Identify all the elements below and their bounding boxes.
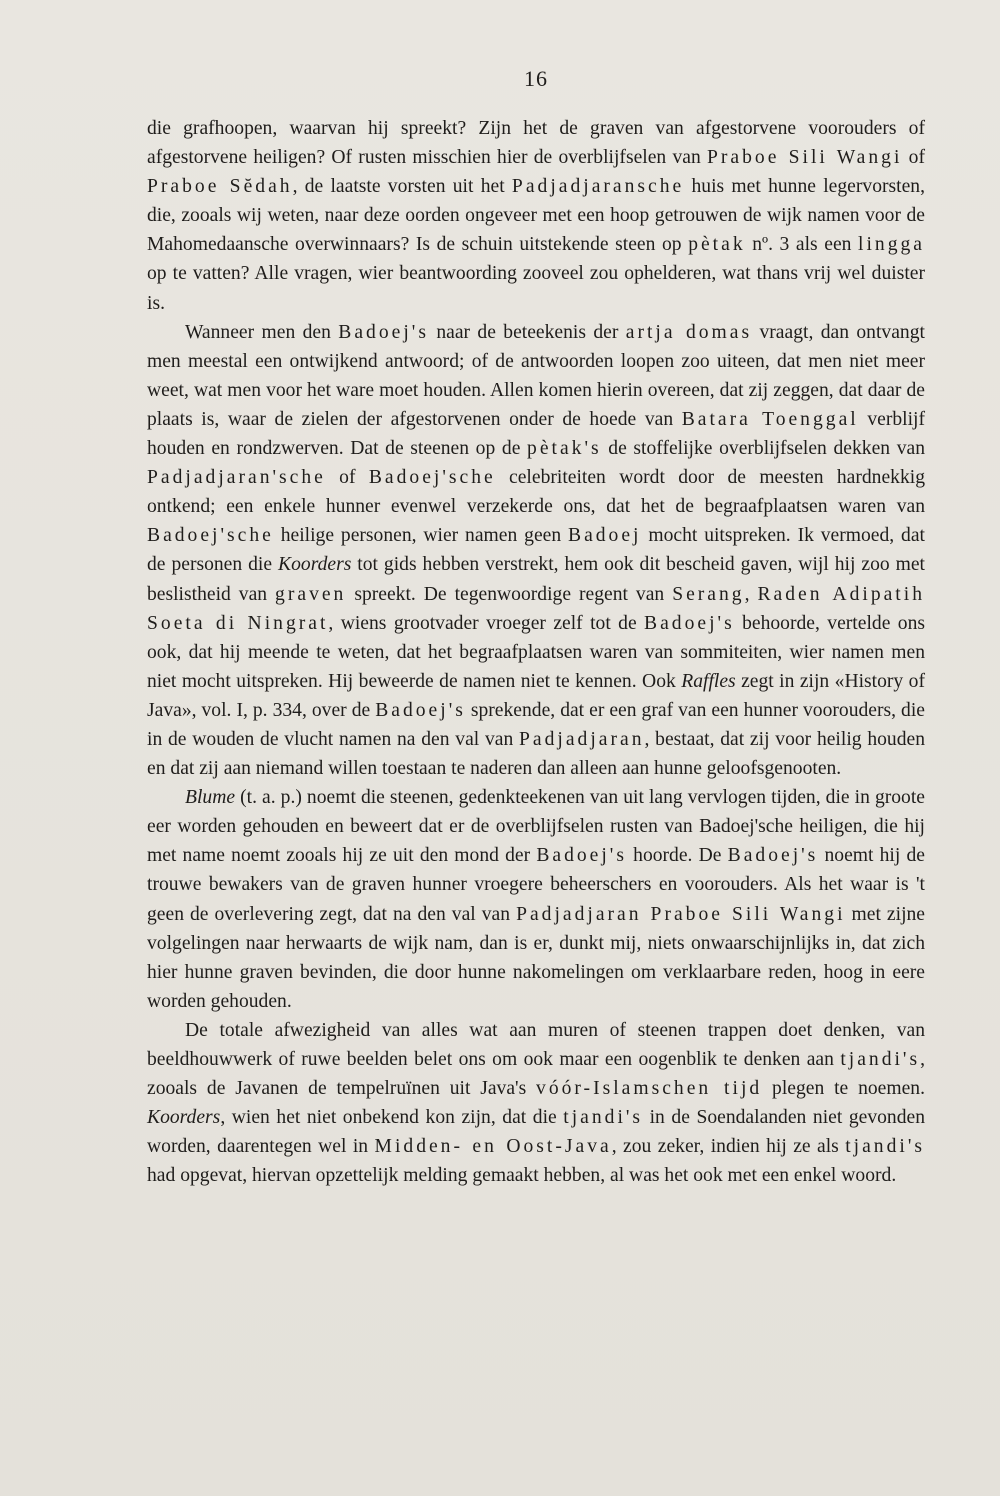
spaced-term: tjandi's [845,1136,925,1158]
spaced-term: Badoej'sche [147,525,274,547]
spaced-term: tjandi's [563,1107,644,1129]
text-run: had opgevat, hiervan opzettelijk melding gemaakt hebben, al was het ook met een enkel woord. [147,1165,897,1187]
text-run: op te vatten? Alle vragen, wier beantwoording zooveel zou ophelderen, wat thans vrij wel duister is. [147,263,925,314]
text-run: verblijf houden en rondzwerven. Dat de steenen op de [147,408,925,460]
spaced-term: Raden Adipatih Soeta di Ningrat [147,583,925,634]
spaced-term: vóór-Islamschen tijd [536,1078,763,1100]
spaced-term: lingga [858,234,926,256]
text-run: of [902,147,925,169]
spaced-term: tjandi's [840,1049,921,1070]
text-run: zegt in zijn «History of Java», vol. I, p. 334, over de [147,670,925,721]
text-run: tot gids hebben verstrekt, hem ook dit bescheid gaven, wijl hij zoo met beslistheid van [147,554,926,605]
page-number: 16 [524,66,548,91]
spaced-term: pètak's [527,438,602,460]
paragraph [147,1016,925,1191]
text-run: , zooals de Javanen de tempelruïnen uit Java's [147,1049,925,1100]
text-run: hoorde. De [626,845,728,867]
text-run: behoorde, vertelde ons ook, dat hij meende te weten, dat het begraafplaatsen waren van sommiteiten, wier namen men niet mocht uitspreken. Hij beweerde de namen niet te kennen. Ook [147,612,926,692]
text-run: , wien het niet onbekend kon zijn, dat die [220,1107,564,1129]
spaced-term: artja domas [625,321,753,343]
spaced-term: Midden- en Oost-Java [374,1136,612,1158]
spaced-term: Praboe Sĕdah [147,176,293,198]
italic-name: Blume [185,787,236,809]
paragraph [147,318,925,784]
text-run: met zijne volgelingen naar herwaarts de wijk nam, dan is er, dunkt mij, niets onwaarschijnlijks in, dat zich hier hunne graven bevinden, die door hunne nakomelingen om verklaarbare reden, hoog in eere worden gehouden. [147,903,926,1012]
spaced-term: Padjadjaran'sche [147,467,326,489]
spaced-term: pètak [688,234,746,256]
spaced-term: Badoej's [375,699,466,721]
text-run: spreekt. De tegenwoordige regent van [346,583,673,605]
text-run: Wanneer men den [185,321,339,343]
text-run: , zou zeker, indien hij ze als [611,1136,846,1158]
spaced-term: Praboe Sili Wangi [706,147,903,169]
spaced-term: graven [275,583,347,605]
text-run: plegen te noemen. [762,1078,925,1100]
text-run: , [744,583,758,605]
paragraph [147,114,925,318]
text-run: de stoffelijke overblijfselen dekken van [601,438,925,460]
text-run: De totale afwezigheid van alles wat aan muren of steenen trappen doet denken, van beeldhouwwerk of ruwe beelden belet ons om ook maar een oogenblik te denken aan [147,1019,925,1070]
text-run: of [325,467,369,489]
text-run: heilige personen, wier namen geen [273,525,568,547]
text-run: , de laatste vorsten uit het [292,176,512,198]
italic-name: Koorders [147,1107,221,1129]
text-run: , wiens grootvader vroeger zelf tot de [328,612,645,634]
paragraph [147,783,925,1016]
spaced-term: Padjadjaran [519,728,645,750]
text-run: nº. 3 als een [745,234,859,256]
spaced-term: Badoej's [338,321,429,343]
text-run: naar de beteekenis der [428,321,626,343]
text-run: huis met hunne legervorsten, die, zooals wij weten, naar deze oorden ongeveer met een hoop getrouwen de wijk namen voor de Mahomedaansche overwinnaars? Is de schuin uitstekende steen op [147,176,925,256]
text-run: vraagt, dan ontvangt men meestal een ontwijkend antwoord; of de antwoorden loopen zoo uiteen, dat men niet meer weet, wat men voor het ware moet houden. Allen komen hierin overeen, dat zij zeggen, dat daar de plaats is, waar de zielen der afgestorvenen onder de hoede van [147,321,925,430]
spaced-term: Batara Toenggal [681,408,859,430]
spaced-term: Badoej's [536,845,627,867]
spaced-term: Badoej [568,525,642,547]
spaced-term: Badoej's [644,612,735,634]
text-run: (t. a. p.) noemt die steenen, gedenkteekenen van uit lang vervlogen tijden, die in groote eer worden gehouden en beweert dat er de overblijfselen rusten van Badoej'sche heiligen, die hij met name noemt zooals hij ze uit den mond der [147,787,925,867]
text-run: sprekende, dat er een graf van een hunner voorouders, die in de wouden de vlucht namen na den val van [147,699,925,750]
body-text [147,114,925,1190]
text-run: in de Soendalanden niet gevonden worden, daarentegen wel in [147,1107,926,1158]
italic-name: Koorders [278,554,352,576]
spaced-term: Padjadjaran Praboe Sili Wangi [516,903,846,925]
text-run: noemt hij de trouwe bewakers van de graven hunner vroegere beheerschers en voorouders. Als het waar is 't geen de overlevering zegt, dat na den val van [147,845,925,925]
spaced-term: Serang [672,583,745,605]
text-run: mocht uitspreken. Ik vermoed, dat de personen die [147,525,925,576]
spaced-term: Padjadjaransche [511,176,685,198]
text-run: die grafhoopen, waarvan hij spreekt? Zijn het de graven van afgestorvene voorouders of afgestorvene heiligen? Of rusten misschien hier de overblijfselen van [147,118,925,169]
text-run: celebriteiten wordt door de meesten hardnekkig ontkend; een enkele hunner evenwel verzekerde ons, dat het de begraafplaatsen waren van [147,467,925,518]
italic-name: Raffles [681,670,736,692]
text-run: , bestaat, dat zij voor heilig houden en dat zij aan niemand willen toestaan te naderen dan alleen aan hunne geloofsgenooten. [147,728,925,780]
spaced-term: Badoej'sche [368,467,496,489]
spaced-term: Badoej's [727,845,819,867]
